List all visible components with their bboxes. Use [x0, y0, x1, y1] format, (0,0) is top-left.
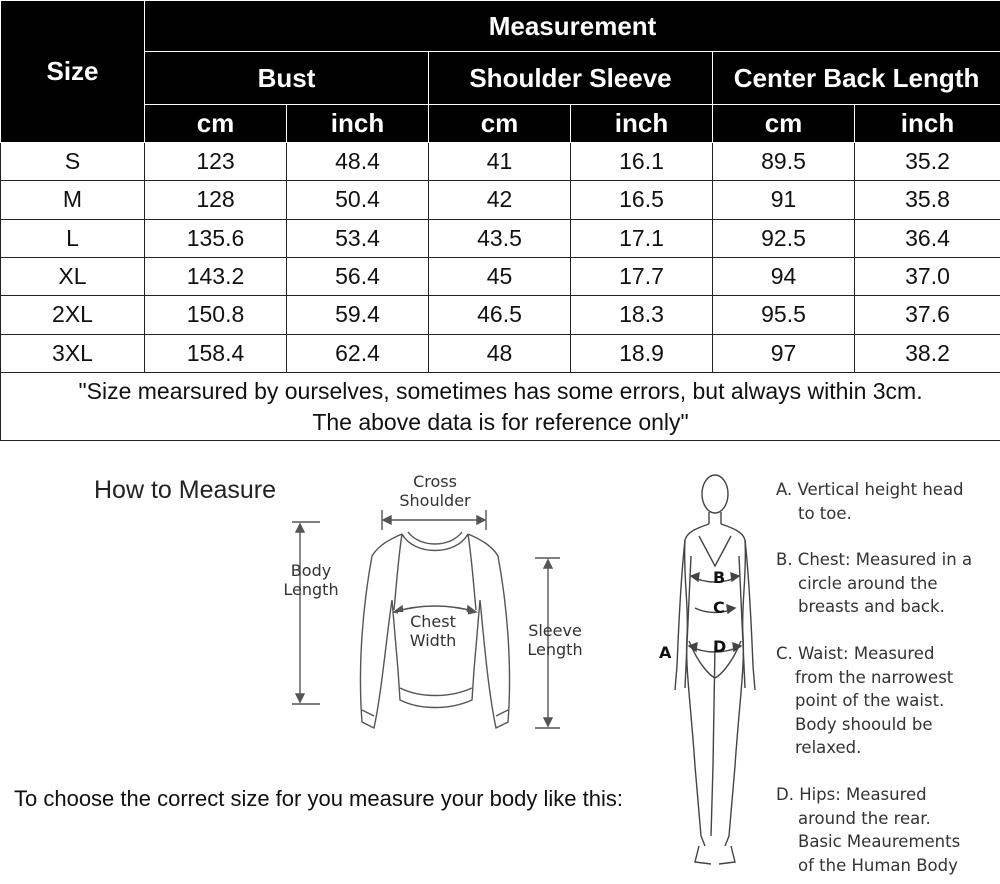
measurement-cell: 150.8: [145, 296, 287, 334]
note-line: Body shoould be: [795, 714, 933, 734]
label-line: Cross: [413, 472, 457, 491]
how-to-measure-title: How to Measure: [94, 476, 277, 504]
note-line: C. Waist: Measured: [776, 644, 935, 663]
sleeve-length-label: [520, 621, 590, 659]
measurement-cell: 56.4: [287, 257, 429, 295]
measurement-cell: 94: [713, 257, 855, 295]
measurement-cell: 92.5: [713, 219, 855, 257]
letter-b: B: [713, 568, 726, 587]
size-header: Size: [1, 1, 145, 143]
note-d: [776, 783, 960, 877]
unit-header: cm: [429, 105, 571, 143]
measurement-cell: 18.3: [571, 296, 713, 334]
measurement-cell: 158.4: [145, 334, 287, 372]
measurement-cell: 123: [145, 143, 287, 181]
size-cell: 3XL: [1, 334, 145, 372]
bust-header: Bust: [145, 52, 429, 105]
measurement-cell: 37.6: [855, 296, 1000, 334]
measurement-cell: 46.5: [429, 296, 571, 334]
table-row: [1, 219, 1000, 257]
note-line: breasts and back.: [798, 597, 945, 616]
note-line: from the narrowest: [795, 667, 954, 687]
unit-header: inch: [287, 105, 429, 143]
label-line: Body: [290, 561, 332, 580]
measurement-cell: 50.4: [287, 181, 429, 219]
body-length-label: [278, 561, 344, 599]
label-line: Chest: [410, 612, 456, 631]
measurement-cell: 89.5: [713, 143, 855, 181]
measurement-cell: 16.5: [571, 181, 713, 219]
size-cell: S: [1, 143, 145, 181]
table-row: [1, 296, 1000, 334]
measurement-cell: 97: [713, 334, 855, 372]
note-line: A. Vertical height head: [776, 480, 964, 499]
disclaimer-line-2: The above data is for reference only": [312, 408, 689, 435]
label-line: Length: [527, 640, 583, 659]
note-line: point of the waist.: [795, 691, 945, 710]
center-back-length-header: Center Back Length: [713, 52, 1000, 105]
measurement-cell: 17.7: [571, 257, 713, 295]
measurement-header: Measurement: [145, 1, 1000, 52]
measurement-cell: 36.4: [855, 219, 1000, 257]
note-line: Basic Meaurements: [798, 832, 961, 851]
disclaimer-line-1: "Size mearsured by ourselves, sometimes has some errors, but always within 3cm.: [78, 377, 923, 404]
measurement-cell: 59.4: [287, 296, 429, 334]
label-line: Shoulder: [399, 491, 471, 510]
note-line: around the rear.: [798, 808, 931, 828]
measurement-cell: 62.4: [287, 334, 429, 372]
label-line: Width: [409, 631, 457, 650]
note-b: [776, 548, 972, 619]
table-row: [1, 334, 1000, 372]
size-chart-table: [0, 0, 1000, 441]
letter-c: C: [713, 598, 725, 617]
unit-header: inch: [571, 105, 713, 143]
table-row: [1, 257, 1000, 295]
size-cell: L: [1, 219, 145, 257]
measurement-cell: 37.0: [855, 257, 1000, 295]
table-row: [1, 143, 1000, 181]
measurement-cell: 48: [429, 334, 571, 372]
note-line: circle around the: [798, 573, 938, 593]
size-rows: [1, 143, 1000, 373]
unit-header: inch: [855, 105, 1000, 143]
label-line: Sleeve: [528, 621, 582, 640]
measurement-cell: 41: [429, 143, 571, 181]
size-disclaimer: [1, 373, 1000, 441]
measurement-cell: 18.9: [571, 334, 713, 372]
cross-shoulder-label: [390, 472, 480, 510]
size-cell: M: [1, 181, 145, 219]
measurement-cell: 135.6: [145, 219, 287, 257]
measurement-cell: 35.8: [855, 181, 1000, 219]
human-body-figure: [655, 466, 765, 880]
measurement-cell: 16.1: [571, 143, 713, 181]
note-line: B. Chest: Measured in a: [776, 550, 973, 569]
note-line: of the Human Body: [798, 855, 958, 875]
measurement-cell: 95.5: [713, 296, 855, 334]
measurement-cell: 48.4: [287, 143, 429, 181]
size-cell: XL: [1, 257, 145, 295]
measurement-cell: 91: [713, 181, 855, 219]
measurement-cell: 53.4: [287, 219, 429, 257]
measurement-cell: 42: [429, 181, 571, 219]
shoulder-sleeve-header: Shoulder Sleeve: [429, 52, 713, 105]
unit-header: cm: [713, 105, 855, 143]
letter-d: D: [713, 637, 727, 656]
label-line: Length: [283, 580, 339, 599]
measurement-cell: 38.2: [855, 334, 1000, 372]
note-c: [776, 642, 953, 760]
note-line: D. Hips: Measured: [776, 785, 927, 804]
choose-size-instruction: To choose the correct size for you measure your body like this:: [14, 786, 623, 811]
unit-header: cm: [145, 105, 287, 143]
note-line: relaxed.: [795, 738, 862, 757]
note-a: [776, 478, 964, 525]
measurement-cell: 128: [145, 181, 287, 219]
letter-a: A: [659, 643, 672, 662]
measurement-cell: 35.2: [855, 143, 1000, 181]
measurement-cell: 45: [429, 257, 571, 295]
size-cell: 2XL: [1, 296, 145, 334]
chest-width-label: [398, 612, 468, 650]
note-line: to toe.: [798, 503, 852, 523]
measurement-cell: 143.2: [145, 257, 287, 295]
measurement-cell: 43.5: [429, 219, 571, 257]
table-row: [1, 181, 1000, 219]
measurement-cell: 17.1: [571, 219, 713, 257]
